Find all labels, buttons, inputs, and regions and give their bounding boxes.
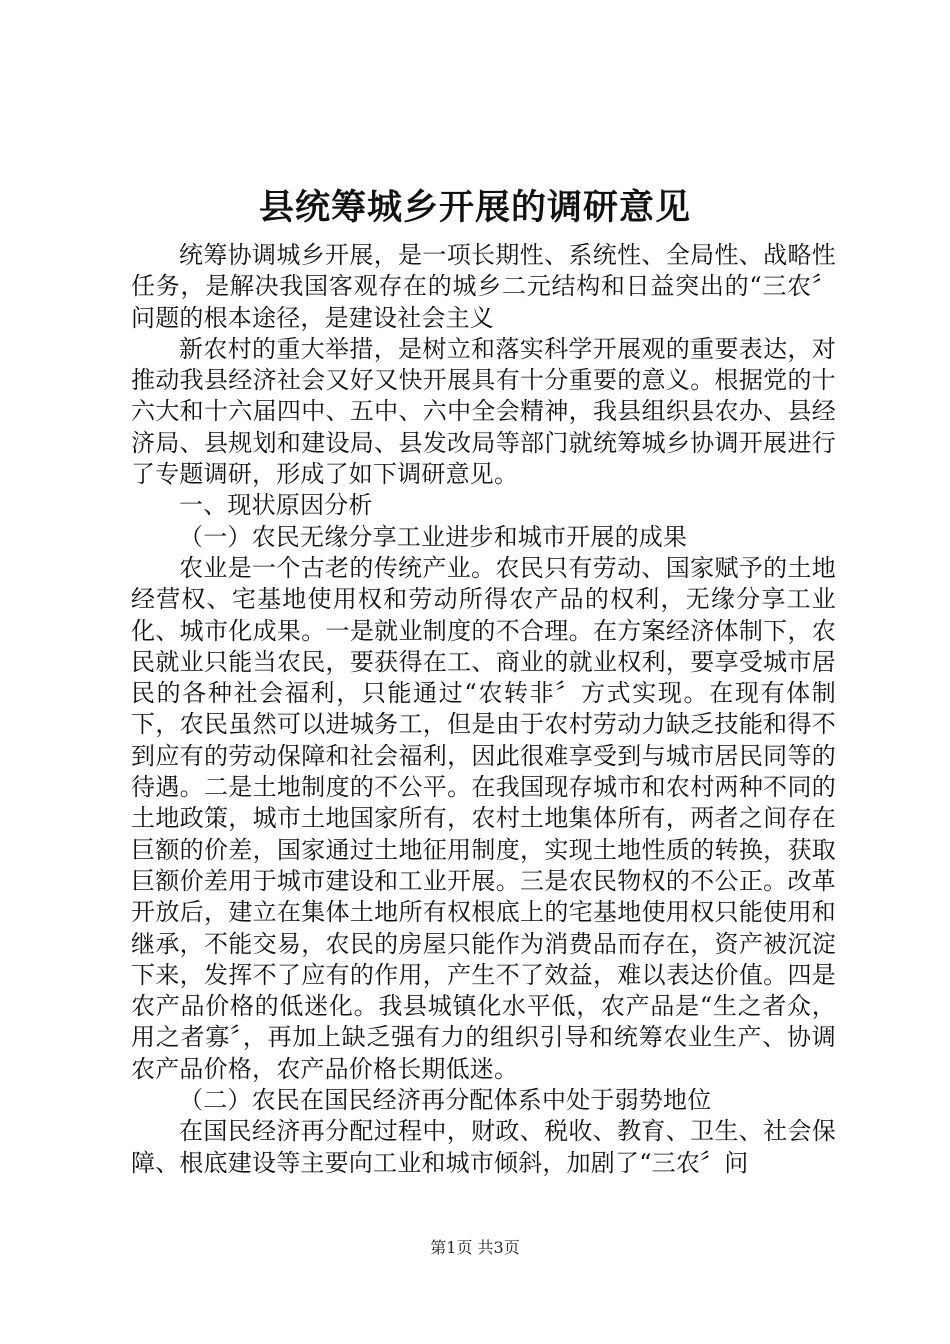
subsection-heading-1: （一）农民无缘分享工业进步和城市开展的成果 [179,522,688,551]
document-title: 县统筹城乡开展的调研意见 [258,187,691,228]
page-number-footer: 第1页 共3页 [430,1238,520,1257]
paragraph-intro: 统筹协调城乡开展，是一项长期性、系统性、全局性、战略性任务，是解决我国客观存在的城乡二元结构和日益突出的“三农〞问题的根本途径，是建设社会主义 [131,241,836,332]
subsection-heading-2: （二）农民在国民经济再分配体系中处于弱势地位 [179,1086,712,1115]
paragraph-redistribution: 在国民经济再分配过程中，财政、税收、教育、卫生、社会保障、根底建设等主要向工业和城市倾斜，加剧了“三农〞问 [131,1117,836,1177]
section-heading-1: 一、现状原因分析 [179,491,373,520]
paragraph-analysis: 农业是一个古老的传统产业。农民只有劳动、国家赋予的土地经营权、宅基地使用权和劳动所得农产品的权利，无缘分享工业化、城市化成果。一是就业制度的不合理。在方案经济体制下，农民就业只能当农民，要获得在工、商业的就业权利，要享受城市居民的各种社会福利，只能通过“农转非〞方式实现。在现有体制下，农民虽然可以进城务工，但是由于农村劳动力缺乏技能和得不到应有的劳动保障和社会福利，因此很难享受到与城市居民同等的待遇。二是土地制度的不公平。在我国现存城市和农村两种不同的土地政策，城市土地国家所有，农村土地集体所有，两者之间存在巨额的价差，国家通过土地征用制度，实现土地性质的转换，获取巨额价差用于城市建设和工业开展。三是农民物权的不公正。改革开放后，建立在集体土地所有权根底上的宅基地使用权只能使用和继承，不能交易，农民的房屋只能作为消费品而存在，资产被沉淀下来，发挥不了应有的作用，产生不了效益，难以表达价值。四是农产品价格的低迷化。我县城镇化水平低，农产品是“生之者众，用之者寡〞，再加上缺乏强有力的组织引导和统筹农业生产、协调农产品价格，农产品价格长期低迷。 [131,553,836,1083]
paragraph-intro-continued: 新农村的重大举措，是树立和落实科学开展观的重要表达，对推动我县经济社会又好又快开展具有十分重要的意义。根据党的十六大和十六届四中、五中、六中全会精神，我县组织县农办、县经济局、县规划和建设局、县发改局等部门就统筹城乡协调开展进行了专题调研，形成了如下调研意见。 [131,334,836,489]
document-body [131,240,836,1179]
